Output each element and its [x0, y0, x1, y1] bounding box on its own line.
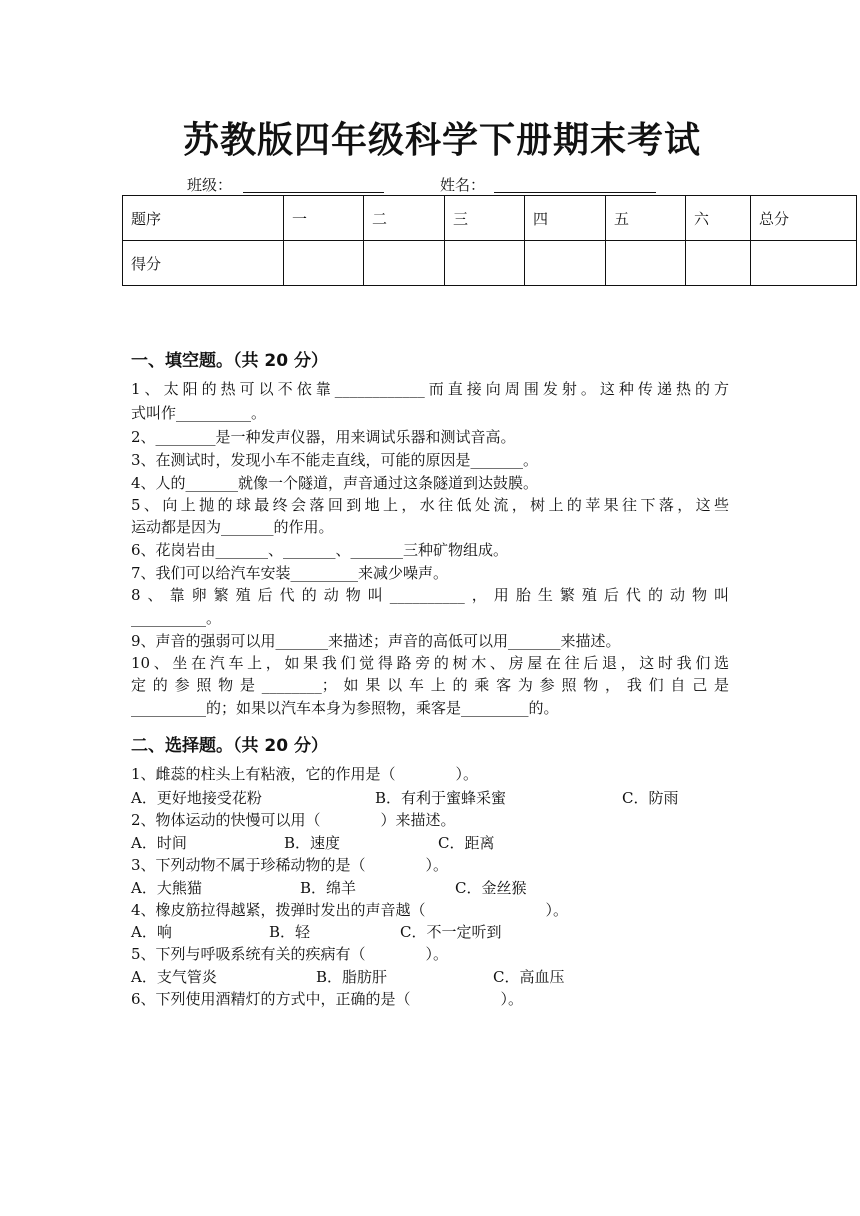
option-b[interactable]: B．速度 — [284, 834, 341, 852]
score-cell[interactable] — [525, 241, 606, 286]
question-line: 10、坐在汽车上，如果我们觉得路旁的树木、房屋在往后退，这时我们选 — [131, 654, 729, 672]
exam-title: 苏教版四年级科学下册期末考试 — [182, 119, 701, 161]
question-line: 9、声音的强弱可以用_______来描述；声音的高低可以用_______来描述。 — [131, 632, 621, 650]
score-cell[interactable] — [751, 241, 857, 286]
option-a[interactable]: A．响 — [131, 923, 172, 941]
header-cell: 总分 — [751, 196, 857, 241]
name-label: 姓名： — [440, 176, 486, 194]
option-c[interactable]: C．距离 — [438, 834, 495, 852]
question-line: 式叫作__________。 — [131, 404, 267, 422]
option-c[interactable]: C．金丝猴 — [455, 879, 527, 897]
option-b[interactable]: B．有利于蜜蜂采蜜 — [375, 789, 507, 807]
question-stem: 4、橡皮筋拉得越紧，拨弹时发出的声音越（ ）。 — [131, 901, 569, 919]
class-blank[interactable] — [243, 192, 384, 193]
question-stem: 1、雌蕊的柱头上有粘液，它的作用是（ ）。 — [131, 765, 479, 783]
option-a[interactable]: A．时间 — [131, 834, 187, 852]
option-b[interactable]: B．轻 — [269, 923, 311, 941]
option-a[interactable]: A．支气管炎 — [131, 968, 217, 986]
score-table-header-row — [123, 196, 857, 241]
score-cell[interactable] — [686, 241, 751, 286]
score-row-label: 得分 — [123, 241, 284, 286]
question-stem: 3、下列动物不属于珍稀动物的是（ ）。 — [131, 856, 449, 874]
option-c[interactable]: C．防雨 — [622, 789, 679, 807]
question-line: 5、向上抛的球最终会落回到地上，水往低处流，树上的苹果往下落，这些 — [131, 496, 729, 514]
question-stem: 5、下列与呼吸系统有关的疾病有（ ）。 — [131, 945, 449, 963]
header-cell: 二 — [364, 196, 445, 241]
score-table — [122, 195, 857, 286]
header-cell: 三 — [445, 196, 525, 241]
header-cell: 五 — [606, 196, 686, 241]
question-line: __________。 — [131, 609, 222, 627]
option-b[interactable]: B．脂肪肝 — [316, 968, 388, 986]
score-cell[interactable] — [284, 241, 364, 286]
question-line: 1、太阳的热可以不依靠____________而直接向周围发射。这种传递热的方 — [131, 380, 729, 398]
option-a[interactable]: A．更好地接受花粉 — [131, 789, 262, 807]
question-line: __________的；如果以汽车本身为参照物，乘客是_________的。 — [131, 699, 559, 717]
question-line: 2、________是一种发声仪器，用来调试乐器和测试音高。 — [131, 428, 516, 446]
option-a[interactable]: A．大熊猫 — [131, 879, 202, 897]
section1-heading: 一、填空题。（共 20 分） — [131, 351, 328, 371]
question-line: 4、人的_______就像一个隧道，声音通过这条隧道到达鼓膜。 — [131, 474, 539, 492]
option-c[interactable]: C．不一定听到 — [400, 923, 502, 941]
score-cell[interactable] — [445, 241, 525, 286]
header-cell: 四 — [525, 196, 606, 241]
question-stem: 6、下列使用酒精灯的方式中，正确的是（ ）。 — [131, 990, 524, 1008]
score-cell[interactable] — [364, 241, 445, 286]
option-c[interactable]: C．高血压 — [493, 968, 565, 986]
question-line: 定的参照物是________；如果以车上的乘客为参照物，我们自己是 — [131, 676, 729, 694]
option-b[interactable]: B．绵羊 — [300, 879, 357, 897]
header-cell: 一 — [284, 196, 364, 241]
section2-heading: 二、选择题。（共 20 分） — [131, 736, 328, 756]
question-line: 3、在测试时，发现小车不能走直线，可能的原因是_______。 — [131, 451, 539, 469]
question-line: 运动都是因为_______的作用。 — [131, 518, 334, 536]
name-blank[interactable] — [494, 192, 656, 193]
question-stem: 2、物体运动的快慢可以用（ ）来描述。 — [131, 811, 456, 829]
score-table-score-row — [123, 241, 857, 286]
class-label: 班级： — [187, 176, 233, 194]
header-cell: 六 — [686, 196, 751, 241]
score-cell[interactable] — [606, 241, 686, 286]
header-cell: 题序 — [123, 196, 284, 241]
question-line: 7、我们可以给汽车安装_________来减少噪声。 — [131, 564, 449, 582]
question-line: 6、花岗岩由_______、_______、_______三种矿物组成。 — [131, 541, 509, 559]
question-line: 8、靠卵繁殖后代的动物叫__________，用胎生繁殖后代的动物叫 — [131, 586, 729, 604]
